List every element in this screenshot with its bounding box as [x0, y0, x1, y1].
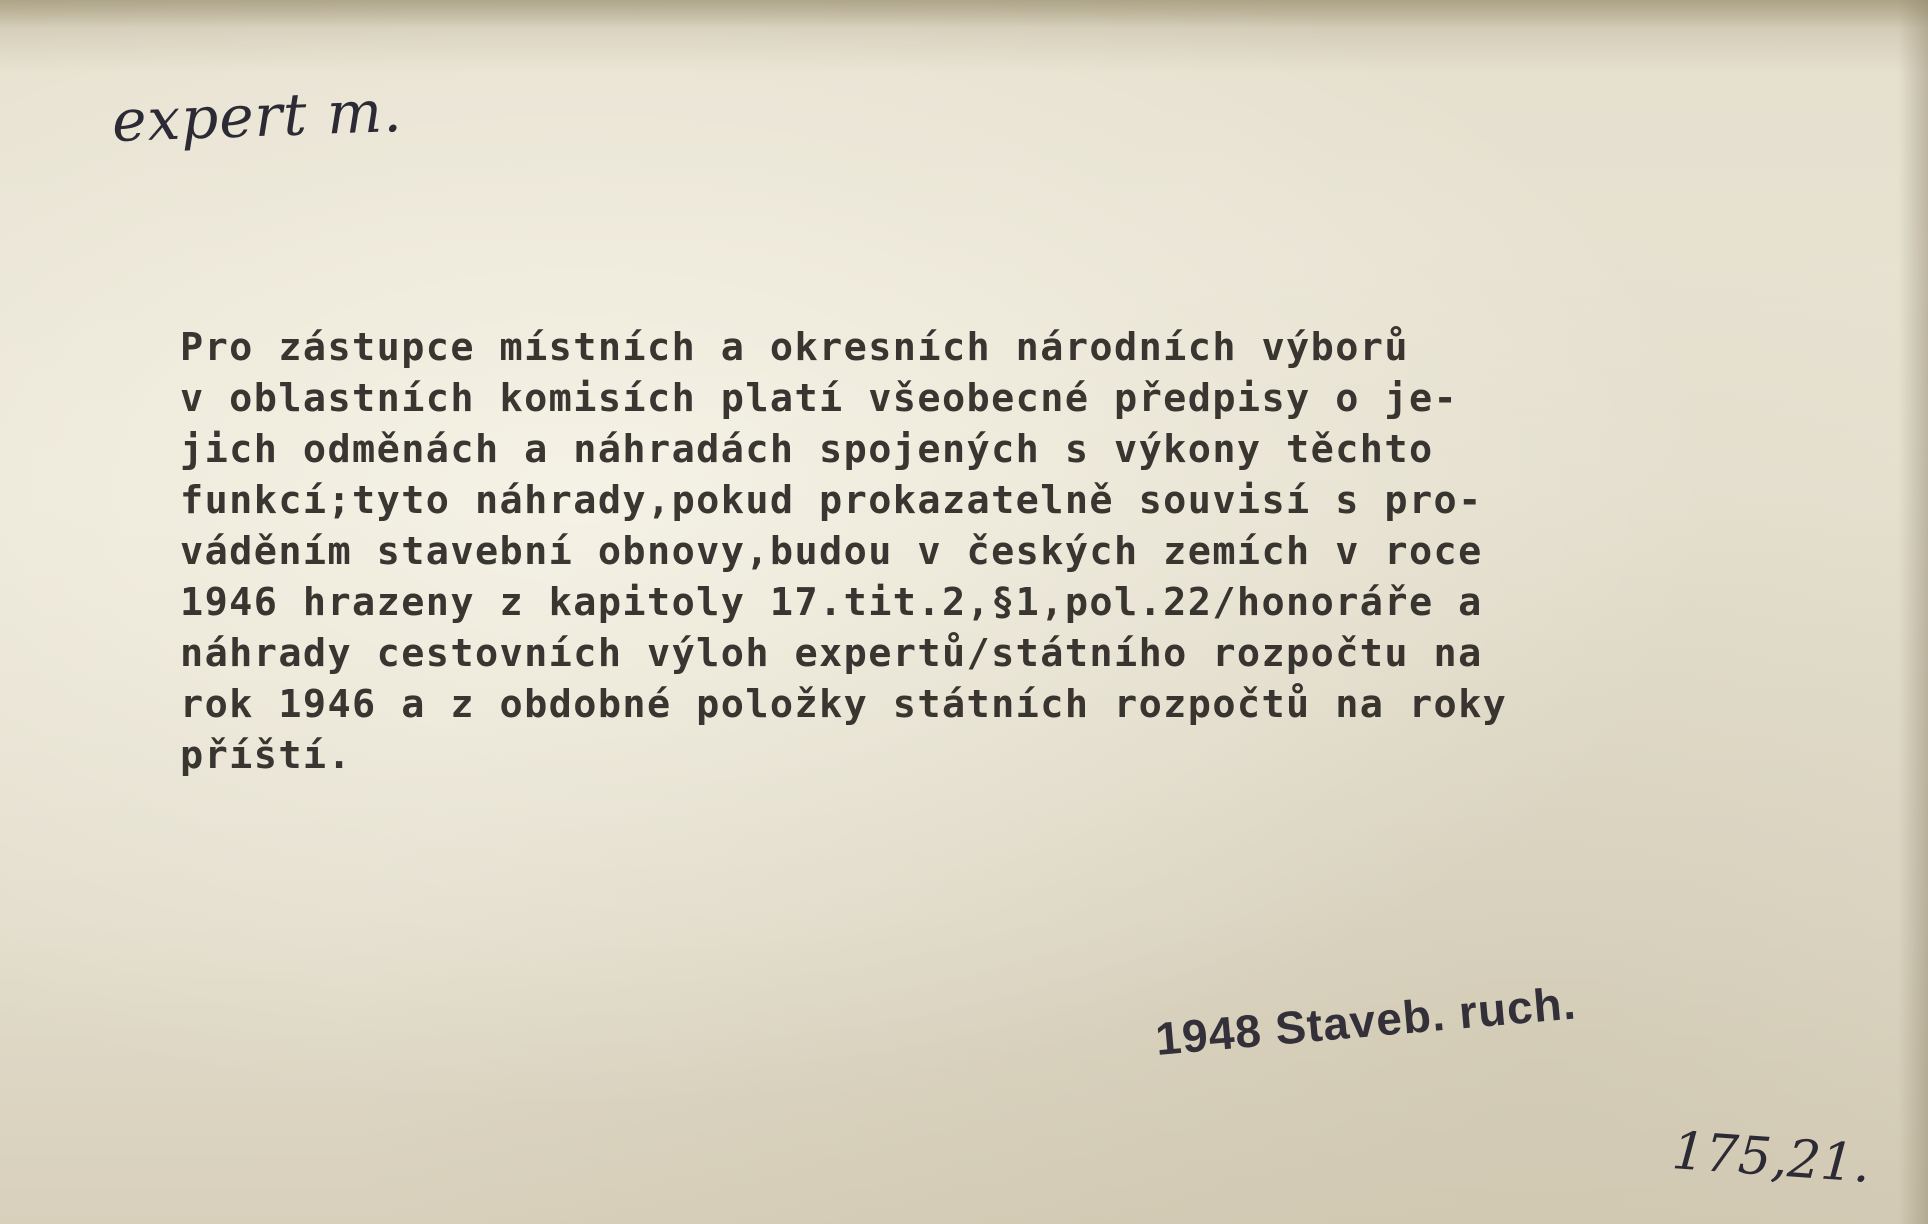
page-number: 175,21.	[1670, 1121, 1873, 1195]
body-line: v oblastních komisích platí všeobecné předpisy o je-	[180, 376, 1459, 421]
body-line: náhrady cestovních výloh expertů/státního rozpočtu na	[180, 631, 1483, 676]
body-line: 1946 hrazeny z kapitoly 17.tit.2,§1,pol.22/honoráře a	[180, 580, 1483, 625]
body-line: funkcí;tyto náhrady,pokud prokazatelně souvisí s pro-	[180, 478, 1483, 523]
typed-body	[180, 322, 1820, 781]
body-line: rok 1946 a z obdobné položky státních rozpočtů na roky	[180, 682, 1508, 727]
handwritten-note: expert m.	[110, 76, 404, 156]
body-line: příští.	[180, 733, 353, 778]
body-line: váděním stavební obnovy,budou v českých zemích v roce	[180, 529, 1483, 574]
body-line: jich odměnách a náhradách spojených s výkony těchto	[180, 427, 1434, 472]
body-line: Pro zástupce místních a okresních národních výborů	[180, 325, 1409, 370]
source-stamp: 1948 Staveb. ruch.	[1153, 976, 1579, 1066]
